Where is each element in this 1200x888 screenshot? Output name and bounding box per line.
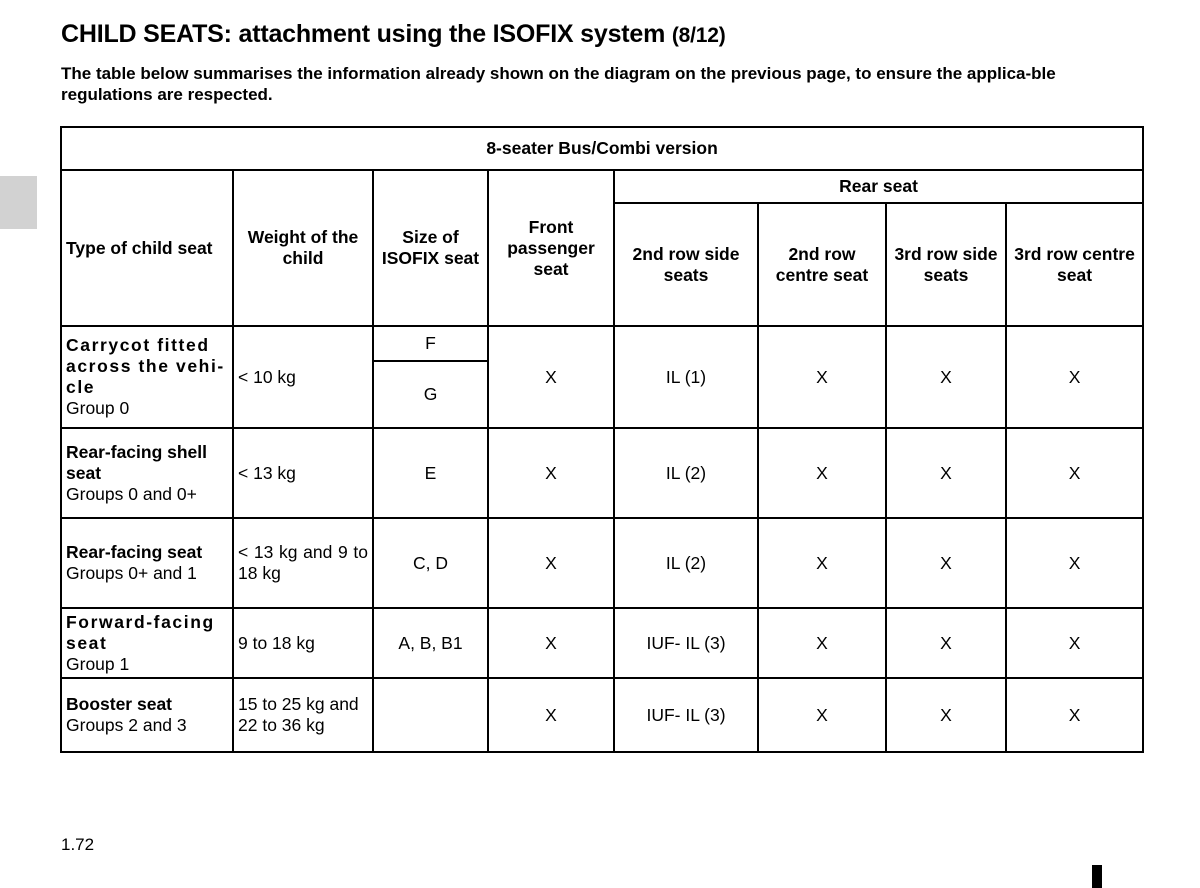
row3-side-cell: X xyxy=(886,428,1006,518)
isofix-table xyxy=(60,126,1144,753)
front-cell: X xyxy=(488,678,614,752)
header-row3-centre: 3rd row centre seat xyxy=(1006,203,1143,326)
row2-side-cell: IL (1) xyxy=(614,326,758,428)
size-cell: E xyxy=(373,428,488,518)
size-cell: G xyxy=(373,361,488,428)
title-part: (8/12) xyxy=(671,24,726,47)
table-row xyxy=(61,326,1143,361)
size-cell: A, B, B1 xyxy=(373,608,488,678)
weight-cell: < 13 kg and 9 to 18 kg xyxy=(233,518,373,608)
row2-centre-cell: X xyxy=(758,608,886,678)
table-row xyxy=(61,608,1143,678)
front-cell: X xyxy=(488,518,614,608)
type-cell xyxy=(61,678,233,752)
row2-centre-cell: X xyxy=(758,518,886,608)
row3-side-cell: X xyxy=(886,326,1006,428)
front-cell: X xyxy=(488,428,614,518)
header-rear-seat: Rear seat xyxy=(614,170,1143,203)
row3-centre-cell: X xyxy=(1006,608,1143,678)
chapter-tab xyxy=(0,176,37,229)
type-group: Group 1 xyxy=(66,653,130,674)
header-row3-side: 3rd row side seats xyxy=(886,203,1006,326)
weight-cell: < 10 kg xyxy=(233,326,373,428)
row3-side-cell: X xyxy=(886,608,1006,678)
size-cell: F xyxy=(373,326,488,361)
header-front: Front passenger seat xyxy=(488,170,614,326)
type-name: Forward-facing seat xyxy=(66,611,215,653)
type-name: Booster seat xyxy=(66,694,173,714)
front-cell: X xyxy=(488,326,614,428)
row3-centre-cell: X xyxy=(1006,678,1143,752)
row2-side-cell: IUF- IL (3) xyxy=(614,608,758,678)
row3-side-cell: X xyxy=(886,518,1006,608)
type-group: Groups 2 and 3 xyxy=(66,715,187,735)
row3-centre-cell: X xyxy=(1006,326,1143,428)
weight-cell: < 13 kg xyxy=(233,428,373,518)
weight-cell: 15 to 25 kg and 22 to 36 kg xyxy=(233,678,373,752)
header-size: Size of ISOFIX seat xyxy=(373,170,488,326)
row2-side-cell: IUF- IL (3) xyxy=(614,678,758,752)
weight-cell: 9 to 18 kg xyxy=(233,608,373,678)
type-group: Group 0 xyxy=(66,398,130,418)
type-name: Rear-facing shell seat xyxy=(66,441,208,483)
intro-paragraph: The table below summarises the information already shown on the diagram on the previous page, to ensure the applica-ble regulations are respected. xyxy=(61,64,1056,104)
version-header-row xyxy=(61,127,1143,170)
type-cell xyxy=(61,608,233,678)
header-row2-centre: 2nd row centre seat xyxy=(758,203,886,326)
row2-side-cell: IL (2) xyxy=(614,518,758,608)
group-header-row xyxy=(61,170,1143,203)
header-type: Type of child seat xyxy=(61,170,233,326)
header-weight: Weight of the child xyxy=(233,170,373,326)
row3-side-cell: X xyxy=(886,678,1006,752)
row3-centre-cell: X xyxy=(1006,518,1143,608)
type-cell xyxy=(61,326,233,428)
page-edge-marker xyxy=(1092,865,1102,888)
type-name: Rear-facing seat xyxy=(66,542,203,562)
header-row2-side: 2nd row side seats xyxy=(614,203,758,326)
row2-centre-cell: X xyxy=(758,326,886,428)
size-cell xyxy=(373,678,488,752)
table-row xyxy=(61,518,1143,608)
type-cell xyxy=(61,428,233,518)
row3-centre-cell: X xyxy=(1006,428,1143,518)
size-cell: C, D xyxy=(373,518,488,608)
page-number: 1.72 xyxy=(61,835,95,854)
type-name: Carrycot fitted across the vehi-cle xyxy=(66,335,225,397)
row2-centre-cell: X xyxy=(758,678,886,752)
row2-centre-cell: X xyxy=(758,428,886,518)
row2-side-cell: IL (2) xyxy=(614,428,758,518)
version-header: 8-seater Bus/Combi version xyxy=(61,127,1143,170)
table-row xyxy=(61,428,1143,518)
type-cell xyxy=(61,518,233,608)
page-title xyxy=(61,20,726,49)
type-group: Groups 0 and 0+ xyxy=(66,483,197,504)
title-main: CHILD SEATS: attachment using the ISOFIX system xyxy=(61,20,666,48)
front-cell: X xyxy=(488,608,614,678)
table-row xyxy=(61,678,1143,752)
type-group: Groups 0+ and 1 xyxy=(66,563,197,583)
